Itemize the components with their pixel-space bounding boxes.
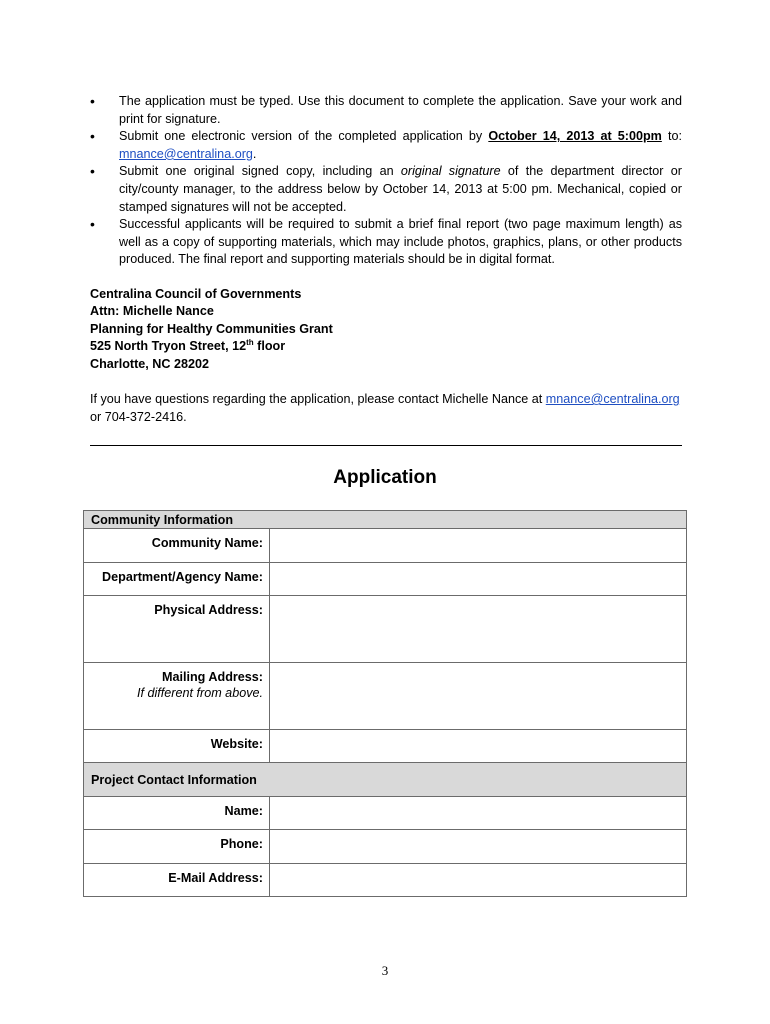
address-line: Attn: Michelle Nance [90,304,214,319]
website-label: Website: [84,730,270,763]
address-line [90,338,333,355]
ordinal-suffix: th [246,338,254,348]
instruction-text: of the department director or city/county manager, to the address below by October 14, 2013 at 5:00 pm. Mechanical, copied or stamped signatures will not be accepted. [119,164,682,214]
address-line: Centralina Council of Governments [90,287,302,301]
page-title: Application [333,467,437,488]
community-name-field[interactable] [270,529,687,563]
instruction-text: Submit one electronic version of the completed application by [119,129,489,144]
instruction-emphasis: original signature [400,164,501,179]
instruction-text: The application must be typed. Use this document to complete the application. Save your work and print for signature. [119,94,682,126]
phone-field[interactable] [270,830,687,864]
instruction-item [90,93,682,128]
form-row [84,663,687,730]
mailing-address-note: If different from above. [137,686,263,700]
instruction-list [90,93,682,269]
page-number: 3 [381,963,389,978]
application-form [83,510,687,897]
form-row [84,596,687,663]
contact-name-label: Name: [84,797,270,830]
instruction-item [90,216,682,269]
instruction-text: . [252,146,257,161]
community-name-label: Community Name: [84,529,270,563]
address-floor: floor [253,339,286,354]
instruction-item [90,163,682,216]
mailing-address-block [90,286,333,373]
email-field[interactable] [270,864,687,897]
email-link[interactable]: mnance@centralina.org [119,146,253,161]
form-row [84,730,687,763]
contact-paragraph [90,391,680,426]
phone-label: Phone: [84,830,270,864]
mailing-address-label-cell [84,663,270,730]
deadline-date: October 14, 2013 at 5:00pm [488,129,662,144]
mailing-address-field[interactable] [270,663,687,730]
section-header-contact: Project Contact Information [84,763,687,797]
mailing-address-label: Mailing Address: [162,670,263,684]
instruction-text: Successful applicants will be required to submit a brief final report (two page maximum length) as well as a copy of supporting materials, which may include photos, graphics, plans, or other products produced. The final report and supporting materials should be in digital format. [119,217,682,267]
instruction-text: Submit one original signed copy, including an [119,164,401,179]
contact-text: If you have questions regarding the application, please contact Michelle Nance at [90,392,546,406]
section-row [84,511,687,529]
email-link[interactable]: mnance@centralina.org [545,392,680,406]
address-line: Charlotte, NC 28202 [90,356,209,371]
form-row [84,529,687,563]
form-row [84,563,687,596]
physical-address-label: Physical Address: [84,596,270,663]
department-label: Department/Agency Name: [84,563,270,596]
instruction-item [90,128,682,163]
contact-phone-text: or 704-372-2416. [90,409,187,424]
department-field[interactable] [270,563,687,596]
email-label: E-Mail Address: [84,864,270,897]
address-line: Planning for Healthy Communities Grant [90,321,333,336]
address-street: 525 North Tryon Street, 12 [90,339,247,354]
divider [90,445,682,446]
form-row [84,797,687,830]
section-row [84,763,687,797]
website-field[interactable] [270,730,687,763]
form-row [84,830,687,864]
contact-name-field[interactable] [270,797,687,830]
physical-address-field[interactable] [270,596,687,663]
instruction-text: to: [661,129,682,144]
form-row [84,864,687,897]
section-header-community: Community Information [84,511,687,529]
